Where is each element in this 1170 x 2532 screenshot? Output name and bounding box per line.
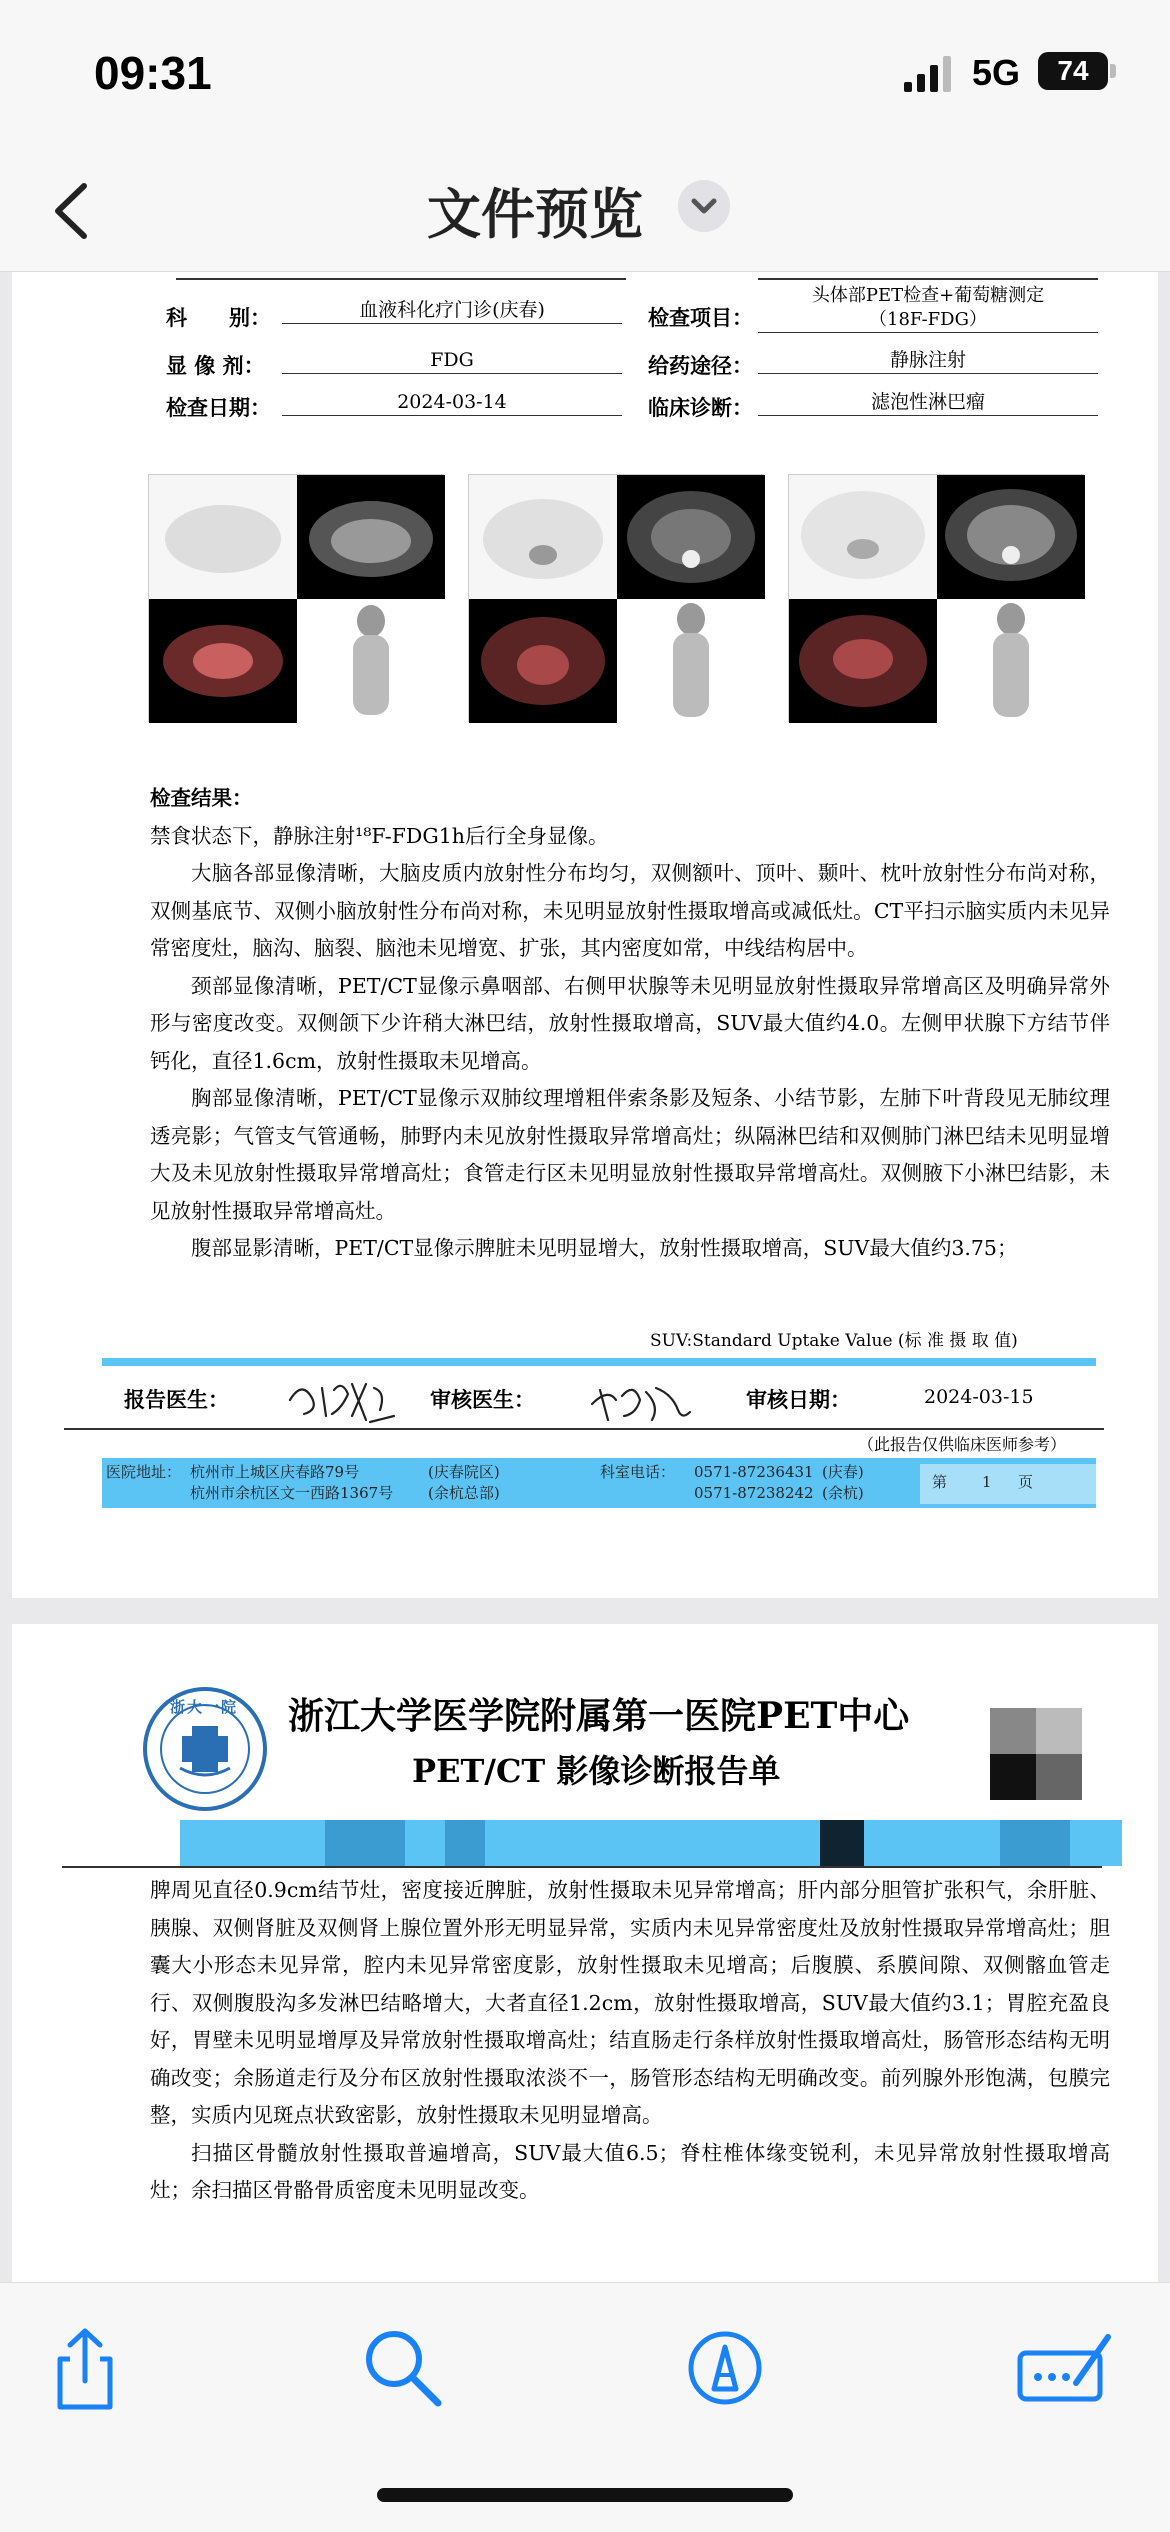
footer-phone-1: 0571-87236431 [694,1463,814,1481]
share-icon[interactable] [40,2323,130,2413]
page-number-suffix: 页 [1018,1473,1034,1491]
battery-icon: 74 [1038,52,1108,90]
navigation-bar [0,150,1170,272]
date-value: 2024-03-14 [282,390,622,416]
page-title: 文件预览 [427,183,643,246]
diagnosis-label: 临床诊断： [648,395,753,420]
results-heading: 检查结果： [150,786,253,810]
exam-item-label: 检查项目： [648,305,753,330]
review-date-label: 审核日期： [746,1388,851,1412]
disclaimer: （此报告仅供临床医师参考） [858,1435,1067,1454]
dept-value: 血液科化疗门诊(庆春) [282,298,622,324]
date-label: 检查日期： [166,395,271,420]
network-type: 5G [972,52,1021,93]
hospital-logo-text: 浙大一院 [170,1698,239,1716]
home-indicator[interactable] [377,2488,793,2502]
review-date-value: 2024-03-15 [924,1386,1034,1408]
status-bar [0,0,1170,150]
pet-scan-image-2 [468,474,764,722]
pet-scan-image-1 [148,474,444,722]
report-paragraph-0: 禁食状态下，静脉注射¹⁸F-FDG1h后行全身显像。 [150,823,609,848]
exam-item-value [758,284,1098,333]
footer-address-label: 医院地址： [106,1463,182,1481]
diagnosis-value: 滤泡性淋巴瘤 [758,390,1098,416]
report-paragraph-chest: 胸部显像清晰，PET/CT显像示双肺纹理增粗伴索条影及短条、小结节影，左肺下叶背段见无肺纹理透亮影；气管支气管通畅，肺野内未见放射性摄取异常增高灶；纵隔淋巴结和双侧肺门淋巴结未见明显增大及未见放射性摄取异常增高灶；食管走行区未见明显放射性摄取异常增高灶。双侧腋下小淋巴结影，未见放射性摄取异常增高灶。 [150,1086,1110,1223]
report-paragraph-bone: 扫描区骨髓放射性摄取普遍增高，SUV最大值6.5；脊柱椎体缘变锐利，未见异常放射性摄取增高灶；余扫描区骨骼骨质密度未见明显改变。 [150,2140,1110,2202]
exam-item-value-line1: 头体部PET检查+葡萄糖测定 [811,285,1045,306]
suv-note: SUV:Standard Uptake Value (标 准 摄 取 值) [650,1331,1018,1351]
divider-blue-bar [102,1358,1096,1366]
agent-value: FDG [282,348,622,374]
footer-phone-1-campus: (庆春) [822,1463,864,1481]
battery-tip [1110,64,1116,78]
report-paragraph-brain: 大脑各部显像清晰，大脑皮质内放射性分布均匀，双侧额叶、顶叶、颞叶、枕叶放射性分布尚对称，双侧基底节、双侧小脑放射性分布尚对称，未见明显放射性摄取增高或减低灶。CT平扫示脑实质内未见异常密度灶，脑沟、脑裂、脑池未见增宽、扩张，其内密度如常，中线结构居中。 [150,861,1110,960]
markup-icon[interactable] [680,2323,770,2413]
document-preview[interactable] [0,272,1170,2282]
redacted-qr-code [990,1708,1082,1800]
dept-label: 科 别： [166,305,271,330]
cellular-signal-icon [904,56,954,92]
report-page-1 [12,272,1158,1598]
search-icon[interactable] [358,2323,448,2413]
route-value: 静脉注射 [758,348,1098,374]
report-text-page1 [150,780,1110,1268]
route-label: 给药途径： [648,353,753,378]
agent-label: 显 像 剂： [166,353,265,378]
title-dropdown-chevron-icon[interactable] [678,180,730,232]
footer-address-1: 杭州市上城区庆春路79号 [190,1463,360,1481]
report-paragraph-neck: 颈部显像清晰，PET/CT显像示鼻咽部、右侧甲状腺等未见明显放射性摄取异常增高区及明确异常外形与密度改变。双侧颌下少许稍大淋巴结，放射性摄取增高，SUV最大值约4.0。左侧甲状腺下方结节伴钙化，直径1.6cm，放射性摄取未见增高。 [150,973,1110,1073]
cut-row-line [176,278,626,280]
footer-phone-2: 0571-87238242 [694,1484,814,1502]
signature-divider [64,1428,1104,1430]
report-text-page2 [150,1872,1110,2210]
report-paragraph-abdomen-cont: 脾周见直径0.9cm结节灶，密度接近脾脏，放射性摄取未见异常增高；肝内部分胆管扩张积气，余肝脏、胰腺、双侧肾脏及双侧肾上腺位置外形无明显异常，实质内未见异常密度灶及放射性摄取异常增高灶；胆囊大小形态未见异常，腔内未见异常密度影，放射性摄取未见增高；后腹膜、系膜间隙、双侧髂血管走行、双侧腹股沟多发淋巴结略增大，大者直径1.2cm，放射性摄取增高，SUV最大值约3.1；胃腔充盈良好，胃壁未见明显增厚及异常放射性摄取增高灶；结直肠走行条样放射性摄取增高灶，肠管形态结构无明确改变；余肠道走行及分布区放射性摄取浓淡不一，肠管形态结构无明确改变。前列腺外形饱满，包膜完整，实质内见斑点状致密影，放射性摄取未见明显增高。 [150,1878,1110,2127]
reporter-label: 报告医生： [124,1388,229,1412]
footer-campus-1: (庆春院区) [428,1463,500,1481]
page-number: 1 [982,1473,992,1491]
footer-phone-label: 科室电话： [600,1463,676,1481]
status-time: 09:31 [94,47,212,99]
reporter-signature [282,1370,402,1430]
exam-item-value-line2: （18F-FDG） [869,309,987,330]
footer-address-2: 杭州市余杭区文一西路1367号 [190,1484,394,1502]
hospital-name: 浙江大学医学院附属第一医院PET中心 [288,1695,910,1737]
page-number-prefix: 第 [932,1473,948,1491]
pet-scan-image-3 [788,474,1084,722]
report-page-2 [12,1624,1158,2282]
report-paragraph-abdomen: 腹部显影清晰，PET/CT显像示脾脏未见明显增大，放射性摄取增高，SUV最大值约3.75； [191,1236,1018,1260]
signature-icon[interactable] [1014,2323,1114,2413]
cut-row-line [758,278,1098,280]
reviewer-label: 审核医生： [430,1388,535,1412]
header-divider [62,1866,1102,1868]
reviewer-signature [586,1370,696,1430]
footer-phone-2-campus: (余杭) [822,1484,864,1502]
footer-campus-2: (余杭总部) [428,1484,500,1502]
report-title: PET/CT 影像诊断报告单 [412,1752,781,1790]
redacted-patient-info-bar [180,1820,1122,1866]
